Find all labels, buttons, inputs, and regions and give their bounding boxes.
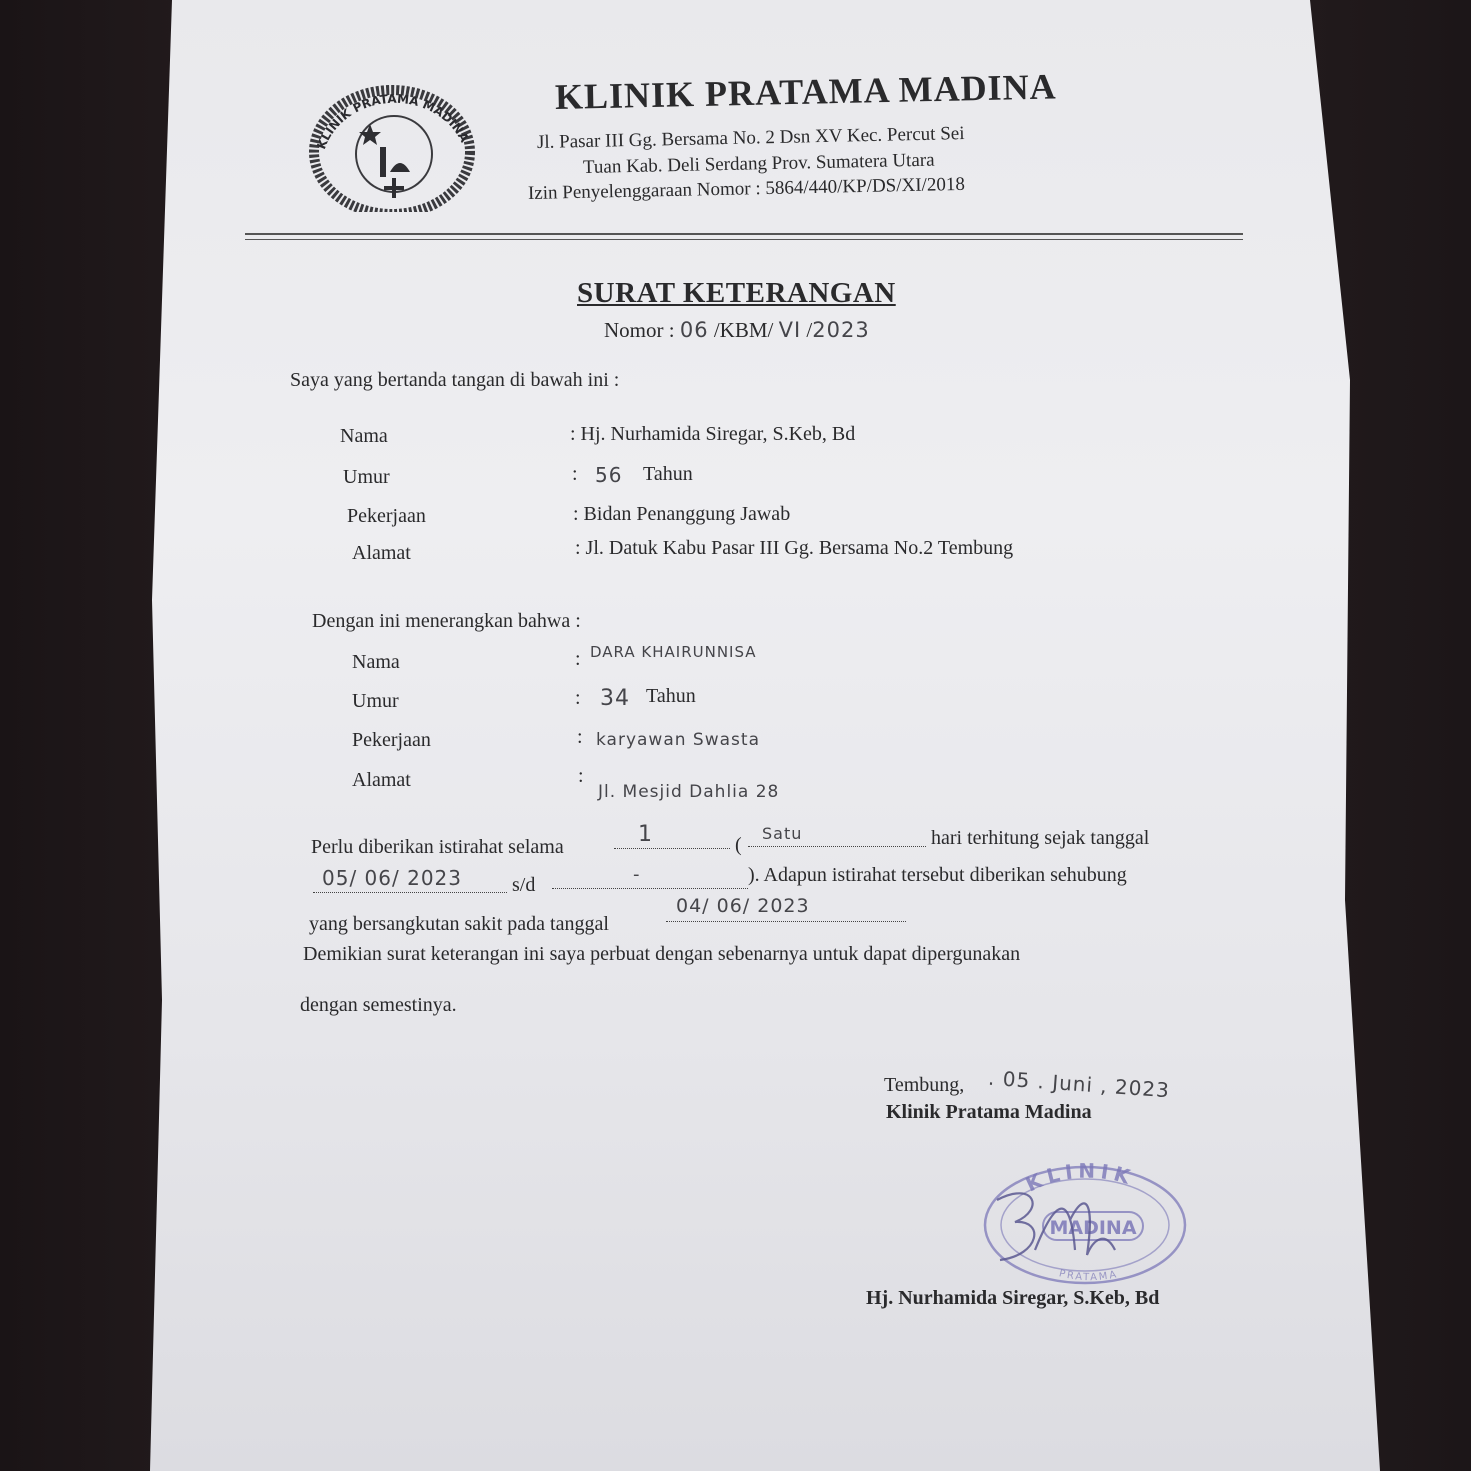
patient-address-colon: : [578,765,584,787]
patient-age-colon: : [575,687,581,709]
days-number: 1 [638,822,653,847]
end-date-field [552,888,748,889]
stamp-bottom-text: PRATAMA [1057,1268,1120,1284]
start-date-field [313,892,507,893]
nomor-label: Nomor : [604,318,675,342]
patient-address-value: Jl. Mesjid Dahlia 28 [598,782,780,802]
signer-age-label: Umur [343,466,390,488]
nomor-mid: /KBM/ [713,318,774,342]
header-divider [245,233,1243,235]
signer-name-value: : Hj. Nurhamida Siregar, S.Keb, Bd [570,423,856,445]
signer-address-value: : Jl. Datuk Kabu Pasar III Gg. Bersama No.2 Tembung [575,537,1014,559]
address-line-1: Jl. Pasar III Gg. Bersama No. 2 Dsn XV Kec. Percut Sei [536,123,965,153]
patient-age-unit: Tahun [646,685,696,707]
signer-job-value: : Bidan Penanggung Jawab [573,503,791,525]
stamp-mid-text: MADINA [1049,1217,1137,1239]
closing-statement-line-1: Demikian surat keterangan ini saya perbuat dengan sebenarnya untuk dapat dipergunakan [303,943,1021,965]
permit-line: Izin Penyelenggaraan Nomor : 5864/440/KP/DS/XI/2018 [527,173,966,204]
clinic-name: KLINIK PRATAMA MADINA [554,66,1057,117]
logo-ring-text: KLINIK PRATAMA MADINA [314,91,472,152]
patient-age-label: Umur [352,690,399,712]
svg-text:KLINIK [1022,1160,1138,1196]
signer-job-label: Pekerjaan [347,505,426,527]
document-title: SURAT KETERANGAN [577,277,896,309]
patient-job-colon: : [577,726,583,748]
svg-text:KLINIK PRATAMA MADINA [314,92,472,152]
rest-line-1-end: hari terhitung sejak tanggal [931,827,1150,849]
signer-age-value: 56 [595,463,623,487]
patient-name-label: Nama [352,651,400,673]
patient-age-value: 34 [600,686,630,711]
days-word: Satu [762,824,803,843]
closing-date: . 05 . Juni , 2023 [987,1065,1171,1103]
sick-date: 04/ 06/ 2023 [676,895,810,917]
closing-statement-line-2: dengan semestinya. [300,994,457,1016]
until-label: s/d [512,874,536,896]
closing-place: Tembung, [884,1074,965,1096]
days-number-field [614,848,730,849]
clinic-stamp [975,1160,1195,1290]
start-date: 05/ 06/ 2023 [322,866,462,890]
signer-age-colon: : [572,463,578,485]
rest-line-1-text: Perlu diberikan istirahat selama [311,836,564,858]
sick-date-field [666,921,906,922]
patient-name-colon: : [575,648,581,670]
patient-name-value: DARA KHAIRUNNISA [590,643,757,661]
header-divider-thin [245,239,1243,240]
end-date: - [633,864,641,885]
nomor-year: 2023 [812,318,870,342]
patient-address-label: Alamat [352,769,411,791]
signer-age-unit: Tahun [643,463,693,485]
signer-name-footer: Hj. Nurhamida Siregar, S.Keb, Bd [866,1287,1160,1309]
rest-line-3-text: yang bersangkutan sakit pada tanggal [309,913,609,935]
address-line-2: Tuan Kab. Deli Serdang Prov. Sumatera Utara [582,149,935,178]
closing-org: Klinik Pratama Madina [886,1101,1092,1123]
patient-job-value: karyawan Swasta [596,730,760,750]
nomor-month: VI [778,318,802,342]
signer-intro: Saya yang bertanda tangan di bawah ini : [290,369,620,391]
nomor-no: 06 [679,318,709,342]
clinic-logo-icon [292,72,492,212]
stamp-top-text: KLINIK [1021,1160,1138,1197]
rest-line-2-end: ). Adapun istirahat tersebut diberikan sehubung [748,864,1127,886]
paper-sheet [150,0,1380,1471]
patient-intro: Dengan ini menerangkan bahwa : [312,610,581,632]
nomor-sep: / [806,318,813,342]
document-number [604,318,870,343]
patient-job-label: Pekerjaan [352,729,431,751]
signer-name-label: Nama [340,425,388,447]
days-word-field [748,846,926,847]
paren-open: ( [735,834,742,856]
signer-address-label: Alamat [352,542,411,564]
